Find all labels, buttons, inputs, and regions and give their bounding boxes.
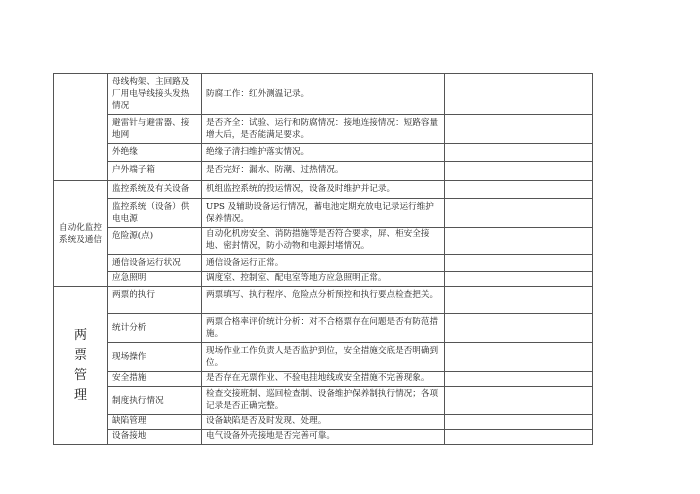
check-standard: 是否齐全：试验、运行和防腐情况：接地连接情况：短路容量增大后，是否能满足要求。 [202, 115, 445, 144]
check-item: 外绝缘 [108, 144, 202, 162]
result-cell [445, 255, 593, 272]
check-item: 统计分析 [108, 314, 202, 343]
check-item: 户外端子箱 [108, 162, 202, 181]
result-cell [445, 199, 593, 228]
check-standard: 自动化机房安全、消防措施等是否符合要求，屏、柜安全接地、密封情况，防小动物和电源封堵情况。 [202, 228, 445, 255]
table-row [54, 430, 593, 445]
check-standard: 两票合格率评价统计分析：对不合格票存在问题是否有防范措施。 [202, 314, 445, 343]
table-row [54, 255, 593, 272]
table-row [54, 314, 593, 343]
table-row [54, 272, 593, 287]
check-standard: 机组监控系统的投运情况，设备及时维护并记录。 [202, 181, 445, 199]
result-cell [445, 372, 593, 387]
result-cell [445, 162, 593, 181]
table-row [54, 199, 593, 228]
check-item: 制度执行情况 [108, 387, 202, 415]
inspection-table-sheet [53, 73, 593, 445]
category-cell: 自动化监控系统及通信 [54, 181, 108, 287]
check-standard: 是否存在无票作业、不验电挂地线或安全措施不完善现象。 [202, 372, 445, 387]
check-item: 监控系统及有关设备 [108, 181, 202, 199]
check-standard: 通信设备运行正常。 [202, 255, 445, 272]
check-item: 应急照明 [108, 272, 202, 287]
result-cell [445, 287, 593, 314]
check-standard: 设备缺陷是否及时发现、处理。 [202, 415, 445, 430]
result-cell [445, 272, 593, 287]
check-item: 危险源(点) [108, 228, 202, 255]
table-row [54, 74, 593, 115]
category-char: 理 [73, 387, 87, 403]
check-standard: 现场作业工作负责人是否监护到位，安全措施交底是否明确到位。 [202, 343, 445, 372]
result-cell [445, 343, 593, 372]
category-char: 票 [73, 347, 87, 363]
category-cell-vertical [54, 287, 108, 445]
check-item: 避雷针与避雷器、接地网 [108, 115, 202, 144]
check-item: 安全措施 [108, 372, 202, 387]
table-row [54, 287, 593, 314]
table-row [54, 343, 593, 372]
check-standard: 防腐工作：红外测温记录。 [202, 74, 445, 115]
check-standard: UPS 及辅助设备运行情况，蓄电池定期充放电记录运行维护保养情况。 [202, 199, 445, 228]
check-item: 缺陷管理 [108, 415, 202, 430]
check-standard: 是否完好：漏水、防潮、过热情况。 [202, 162, 445, 181]
table-row [54, 387, 593, 415]
result-cell [445, 314, 593, 343]
check-item: 现场操作 [108, 343, 202, 372]
check-item: 设备接地 [108, 430, 202, 445]
check-standard: 调度室、控制室、配电室等地方应急照明正常。 [202, 272, 445, 287]
table-row [54, 144, 593, 162]
table-row [54, 115, 593, 144]
check-item: 母线构架、主回路及厂用电导线接头发热情况 [108, 74, 202, 115]
table-row [54, 162, 593, 181]
category-char: 管 [73, 367, 87, 383]
check-item: 监控系统（设备）供电电源 [108, 199, 202, 228]
inspection-table [53, 73, 593, 445]
result-cell [445, 181, 593, 199]
category-char: 两 [73, 327, 87, 343]
result-cell [445, 430, 593, 445]
check-item: 通信设备运行状况 [108, 255, 202, 272]
check-standard: 电气设备外壳接地是否完善可靠。 [202, 430, 445, 445]
check-standard: 绝缘子清扫维护落实情况。 [202, 144, 445, 162]
table-row [54, 372, 593, 387]
result-cell [445, 415, 593, 430]
table-row [54, 228, 593, 255]
check-standard: 两票填写、执行程序、危险点分析预控和执行要点检查把关。 [202, 287, 445, 314]
table-row [54, 181, 593, 199]
category-cell-blank [54, 74, 108, 181]
result-cell [445, 228, 593, 255]
result-cell [445, 387, 593, 415]
result-cell [445, 144, 593, 162]
result-cell [445, 74, 593, 115]
table-row [54, 415, 593, 430]
result-cell [445, 115, 593, 144]
check-standard: 检查交接班制、巡回检查制、设备维护保养制执行情况；各项记录是否正确完整。 [202, 387, 445, 415]
check-item: 两票的执行 [108, 287, 202, 314]
